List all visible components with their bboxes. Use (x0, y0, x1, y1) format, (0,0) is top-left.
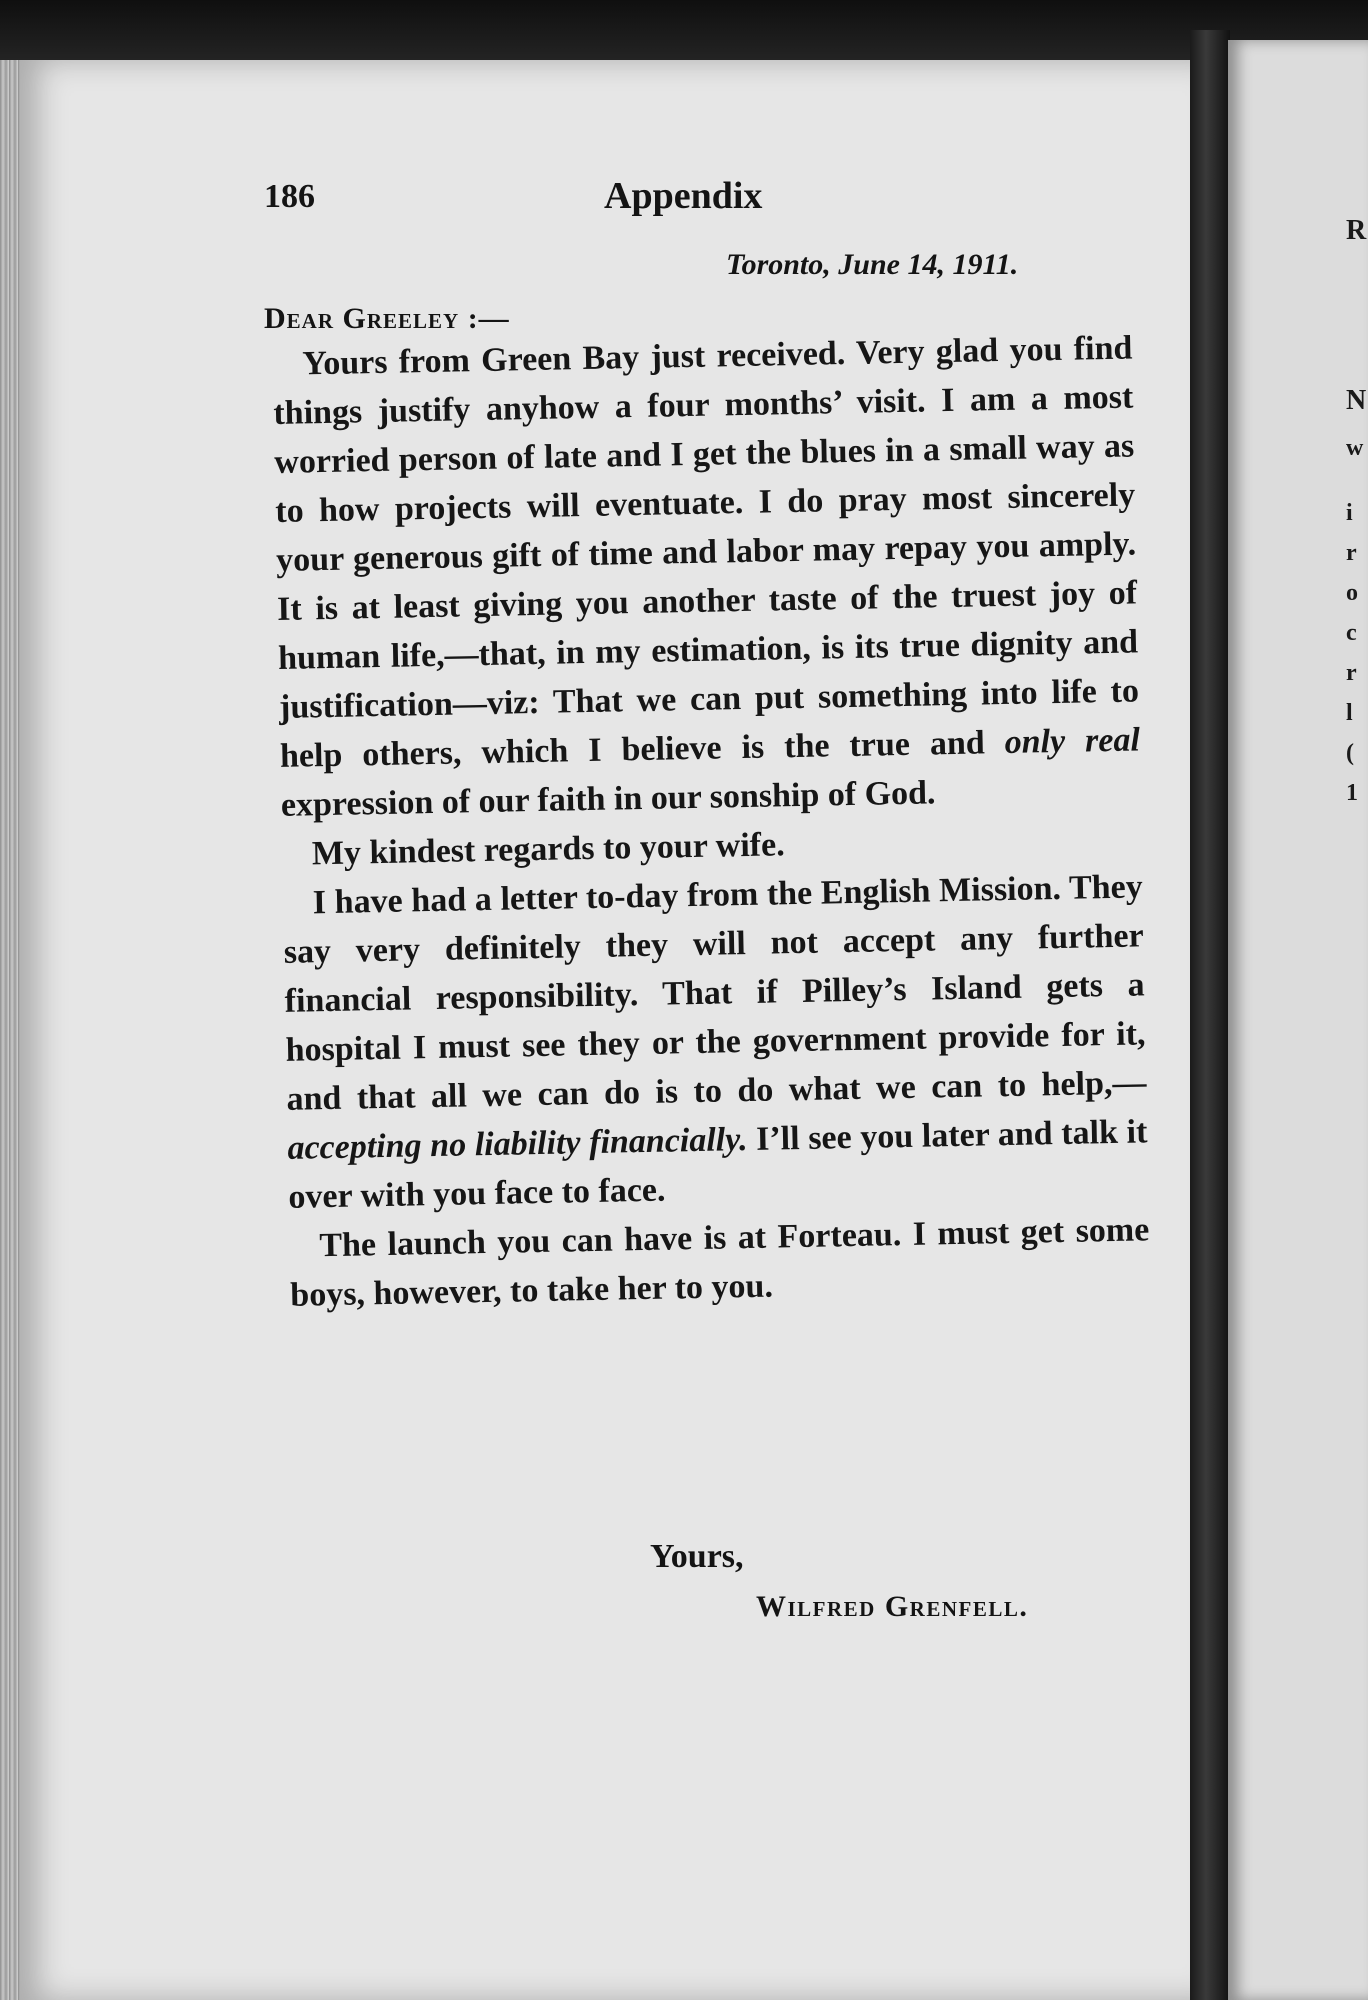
letter-paragraph (272, 323, 1141, 829)
next-page-char: l (1346, 700, 1353, 726)
letter-paragraph (282, 862, 1148, 1221)
next-page-char: N (1346, 385, 1367, 416)
page-header (264, 175, 1104, 228)
running-head: Appendix (604, 175, 763, 217)
next-page-char: i (1346, 500, 1353, 526)
book-gutter (1190, 30, 1230, 2000)
paragraph-text: My kindest regards to your wife. (311, 826, 785, 873)
paragraph-text: Yours from Green Bay just received. Very glad you find things justify anyhow a four months’ visit. I am a most worried person of late and I get the blues in a small way as to how projects will eventuate. I do pray most sincerely your generous gift of time and labor may repay you amply. It is at least giving you another taste of the truest joy of human life,—that, in my estimation, is its true dignity and justification—viz: That we can put something into life to help others, which I believe is the true and (273, 329, 1140, 775)
letter-dateline: Toronto, June 14, 1911. (726, 248, 1019, 281)
paragraph-text: I have had a letter to-day from the English Mission. They say very definitely they will not accept any further financial responsibility. That if Pilley’s Island gets a hospital I must see they or the government provide for it, and that all we can do is to do what we can to help,— (283, 868, 1147, 1118)
letter-signature: Wilfred Grenfell. (756, 1590, 1029, 1623)
page-number: 186 (264, 178, 315, 215)
letter-paragraph (289, 1205, 1151, 1319)
next-page-char: c (1346, 620, 1357, 646)
letter-salutation: Dear Greeley :— (264, 302, 510, 335)
next-page-char: r (1346, 660, 1357, 686)
emphasized-text: only real (1004, 721, 1141, 762)
letter-closing: Yours, (650, 1538, 744, 1575)
next-page-char: R (1346, 215, 1367, 246)
letter-body (272, 323, 1151, 1319)
next-page-char: r (1346, 540, 1357, 566)
next-page-char: 1 (1346, 780, 1358, 806)
paragraph-text: expression of our faith in our sonship of God. (280, 774, 936, 824)
paragraph-text: I’ll see you later and talk it over with you face to face. (288, 1113, 1148, 1216)
next-page-char: o (1346, 580, 1358, 606)
next-page-fragment (1228, 40, 1368, 2000)
emphasized-text: accepting no liability financially. (287, 1121, 748, 1167)
next-page-char: ( (1346, 740, 1354, 766)
paragraph-text: The launch you can have is at Forteau. I must get some boys, however, to take her to you. (289, 1211, 1150, 1314)
next-page-char: w (1346, 435, 1364, 461)
